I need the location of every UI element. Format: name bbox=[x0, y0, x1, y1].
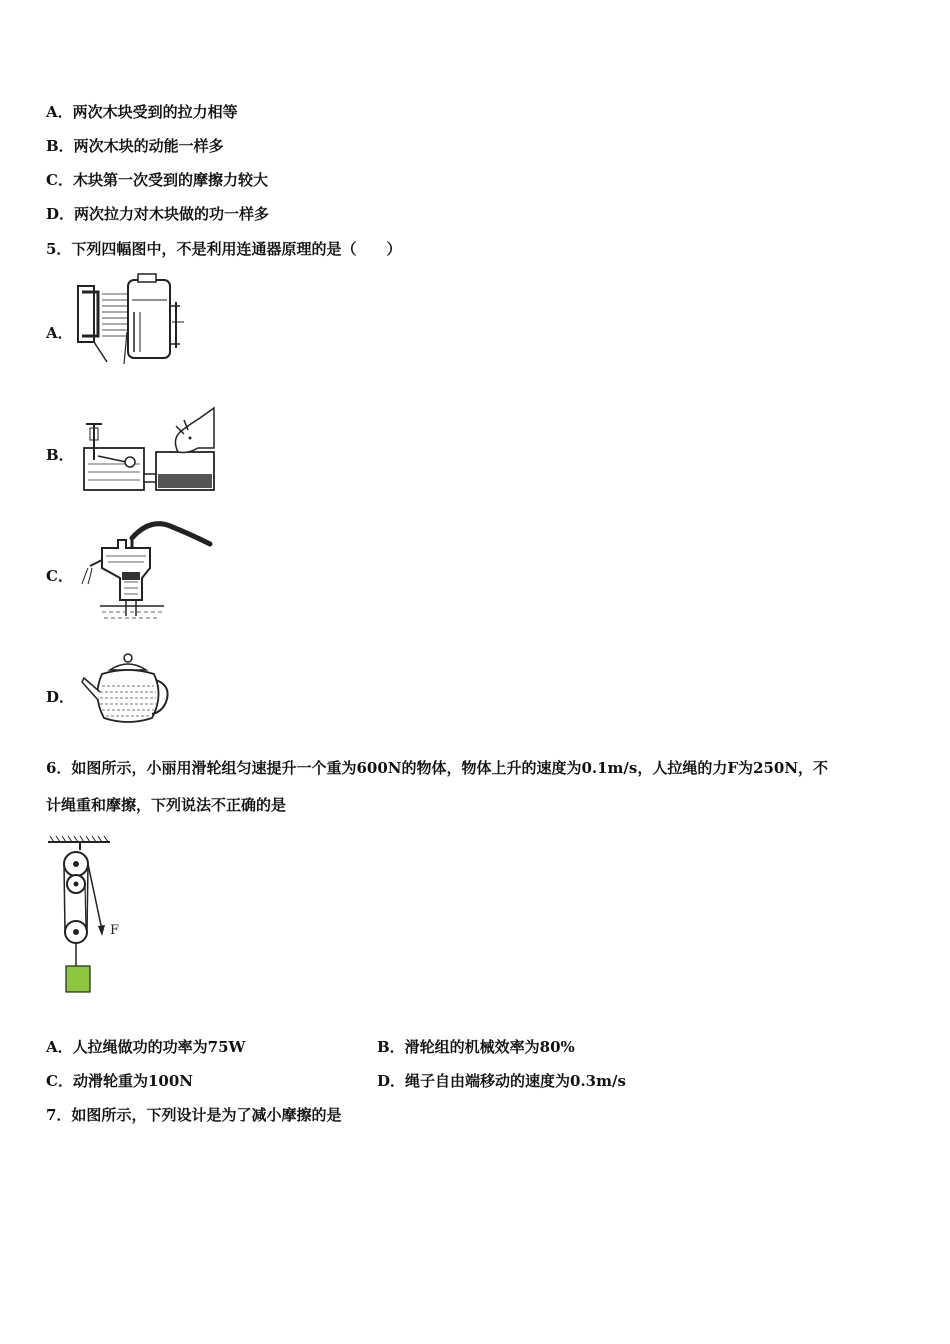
q4-option-c: C．木块第一次受到的摩擦力较大 bbox=[46, 171, 268, 189]
q5-label-b: B． bbox=[46, 446, 74, 464]
q4-option-a: A．两次木块受到的拉力相等 bbox=[46, 103, 238, 121]
force-label: F bbox=[110, 923, 120, 938]
q6-option-a: A．人拉绳做功的功率为75W bbox=[46, 1038, 246, 1056]
livestock-drinker-figure bbox=[80, 404, 220, 496]
pulley-system-figure bbox=[46, 834, 126, 996]
q6-stem-line2: 计绳重和摩擦，下列说法不正确的是 bbox=[46, 796, 287, 814]
q6-option-b: B．滑轮组的机械效率为80% bbox=[377, 1038, 575, 1056]
q7-stem: 7．如图所示，下列设计是为了减小摩擦的是 bbox=[46, 1106, 342, 1124]
teapot-figure bbox=[80, 652, 172, 726]
q4-option-d: D．两次拉力对木块做的功一样多 bbox=[46, 205, 270, 223]
q6-option-c: C．动滑轮重为100N bbox=[46, 1072, 193, 1090]
q4-option-b: B．两次木块的动能一样多 bbox=[46, 137, 224, 155]
q5-label-d: D． bbox=[46, 688, 75, 706]
q6-option-d: D．绳子自由端移动的速度为0.3m/s bbox=[377, 1072, 626, 1090]
q6-stem-line1: 6．如图所示，小丽用滑轮组匀速提升一个重为600N的物体，物体上升的速度为0.1m/s，人拉绳的力F为250N，不 bbox=[46, 759, 829, 777]
water-pump-figure bbox=[80, 518, 215, 624]
boiler-water-gauge-figure bbox=[72, 272, 187, 368]
q5-stem: 5．下列四幅图中，不是利用连通器原理的是（ ） bbox=[46, 240, 402, 258]
q5-label-a: A． bbox=[46, 324, 73, 342]
q5-label-c: C． bbox=[46, 567, 73, 585]
